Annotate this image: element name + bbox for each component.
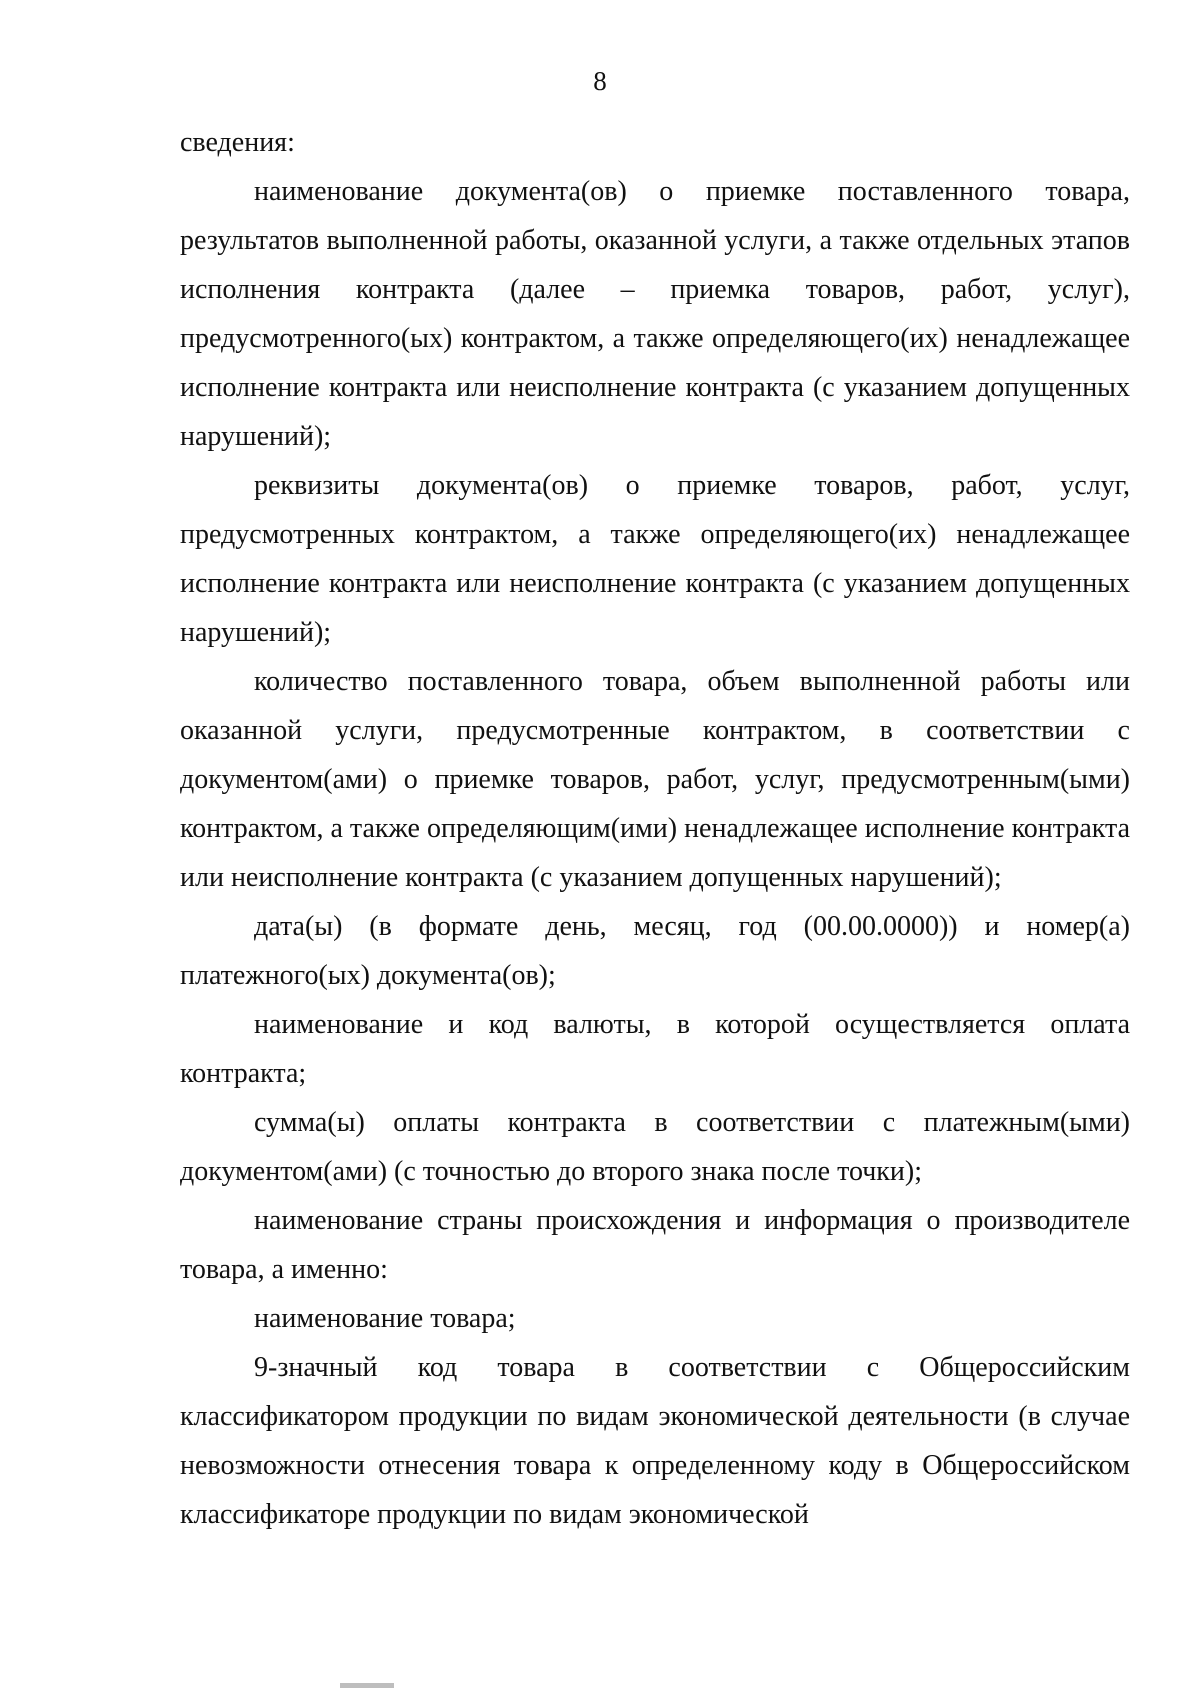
paragraph-product-code: 9-значный код товара в соответствии с Общероссийским классификатором продукции по видам экономической деятельности (в случае невозможности отнесения товара к определенному коду в Общероссийском классификаторе продукции по видам экономической: [180, 1352, 1130, 1530]
paragraph-product-name: наименование товара;: [254, 1303, 516, 1334]
paragraph-currency: наименование и код валюты, в которой осуществляется оплата контракта;: [180, 1009, 1130, 1089]
paragraph-payment-date: дата(ы) (в формате день, месяц, год (00.00.0000)) и номер(а) платежного(ых) документа(ов);: [180, 911, 1130, 991]
paragraph-country-origin: наименование страны происхождения и информация о производителе товара, а именно:: [180, 1205, 1130, 1285]
page-number: 8: [593, 66, 607, 96]
paragraph-acceptance-document-name: наименование документа(ов) о приемке поставленного товара, результатов выполненной работы, оказанной услуги, а также отдельных этапов исполнения контракта (далее – приемка товаров, работ, услуг), предусмотренного(ых) контрактом, а также определяющего(их) ненадлежащее исполнение контракта или неисполнение контракта (с указанием допущенных нарушений);: [180, 176, 1130, 452]
paragraph-quantity: количество поставленного товара, объем выполненной работы или оказанной услуги, предусмотренные контрактом, в соответствии с документом(ами) о приемке товаров, работ, услуг, предусмотренным(ыми) контрактом, а также определяющим(ими) ненадлежащее исполнение контракта или неисполнение контракта (с указанием допущенных нарушений);: [180, 666, 1130, 893]
scan-artifact: [340, 1683, 394, 1688]
paragraph-payment-amount: сумма(ы) оплаты контракта в соответствии с платежным(ыми) документом(ами) (с точностью до второго знака после точки);: [180, 1107, 1130, 1187]
paragraph-intro: сведения:: [180, 127, 295, 158]
document-body: [180, 118, 1130, 1539]
paragraph-acceptance-document-details: реквизиты документа(ов) о приемке товаров, работ, услуг, предусмотренных контрактом, а также определяющего(их) ненадлежащее исполнение контракта или неисполнение контракта (с указанием допущенных нарушений);: [180, 470, 1130, 648]
